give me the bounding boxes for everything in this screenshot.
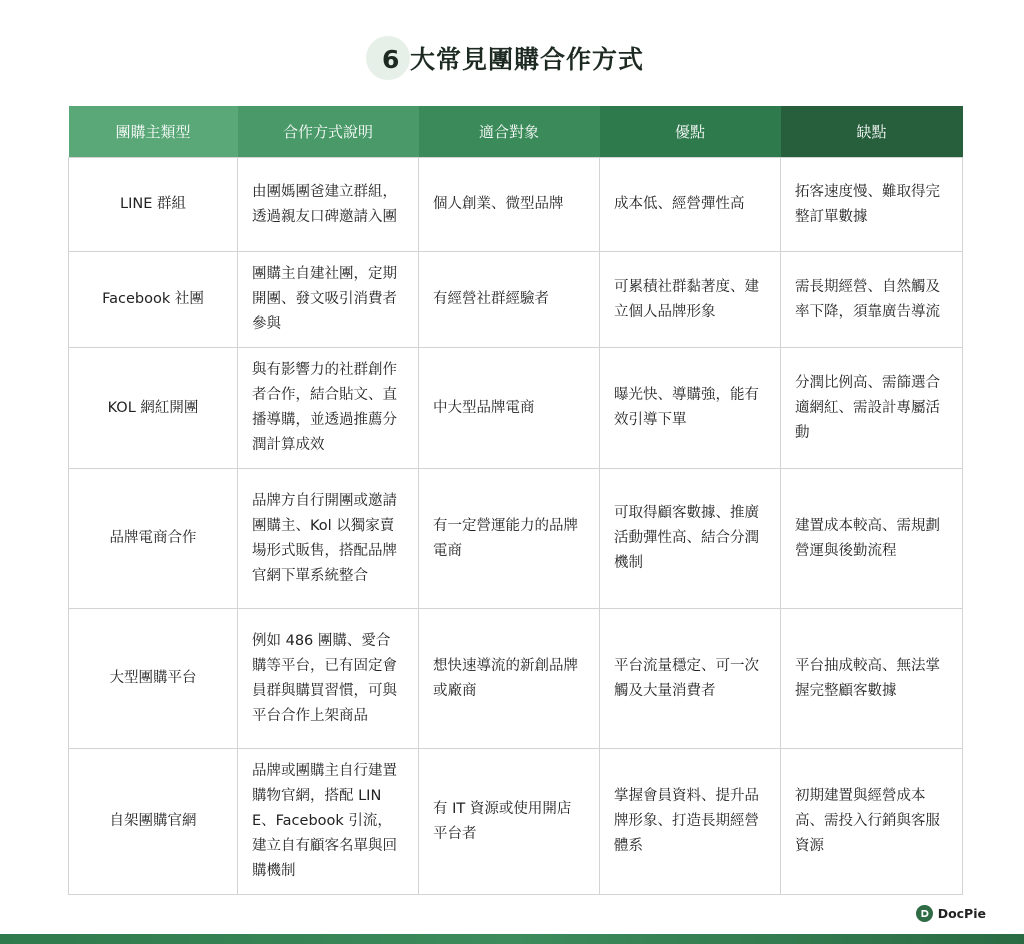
title-number: 6 — [381, 45, 401, 74]
cell-cons: 分潤比例高、需篩選合適網紅、需設計專屬活動 — [781, 348, 963, 469]
table-header-row — [69, 106, 963, 158]
cell-pros: 成本低、經營彈性高 — [600, 158, 781, 252]
cell-type: 自架團購官網 — [69, 749, 238, 895]
cell-cons: 初期建置與經營成本高、需投入行銷與客服資源 — [781, 749, 963, 895]
cell-type: Facebook 社團 — [69, 252, 238, 348]
docpie-logo-icon — [916, 905, 933, 922]
cell-cons: 平台抽成較高、無法掌握完整顧客數據 — [781, 609, 963, 749]
cell-type: LINE 群組 — [69, 158, 238, 252]
cell-target: 想快速導流的新創品牌或廠商 — [419, 609, 600, 749]
cooperation-table — [68, 106, 963, 895]
title-area — [0, 34, 1024, 82]
header-cons: 缺點 — [781, 106, 963, 158]
table-row — [69, 348, 963, 469]
cell-method: 團購主自建社團，定期開團、發文吸引消費者參與 — [238, 252, 419, 348]
cell-method: 品牌方自行開團或邀請團購主、Kol 以獨家賣場形式販售，搭配品牌官網下單系統整合 — [238, 469, 419, 609]
cell-target: 有 IT 資源或使用開店平台者 — [419, 749, 600, 895]
footer-bar — [0, 934, 1024, 944]
cell-target: 有一定營運能力的品牌電商 — [419, 469, 600, 609]
cell-pros: 平台流量穩定、可一次觸及大量消費者 — [600, 609, 781, 749]
cell-pros: 曝光快、導購強，能有效引導下單 — [600, 348, 781, 469]
table-row — [69, 749, 963, 895]
cell-method: 例如 486 團購、愛合購等平台，已有固定會員群與購買習慣，可與平台合作上架商品 — [238, 609, 419, 749]
docpie-logo-text: DocPie — [937, 906, 986, 921]
header-pros: 優點 — [600, 106, 781, 158]
cell-target: 中大型品牌電商 — [419, 348, 600, 469]
title-text: 大常見團購合作方式 — [400, 45, 645, 74]
cell-pros: 可取得顧客數據、推廣活動彈性高、結合分潤機制 — [600, 469, 781, 609]
cell-pros: 掌握會員資料、提升品牌形象、打造長期經營體系 — [600, 749, 781, 895]
cell-cons: 建置成本較高、需規劃營運與後勤流程 — [781, 469, 963, 609]
cell-cons: 拓客速度慢、難取得完整訂單數據 — [781, 158, 963, 252]
table-row — [69, 252, 963, 348]
cell-cons: 需長期經營、自然觸及率下降，須靠廣告導流 — [781, 252, 963, 348]
cell-pros: 可累積社群黏著度、建立個人品牌形象 — [600, 252, 781, 348]
table-row — [69, 158, 963, 252]
cell-method: 由團媽團爸建立群組，透過親友口碑邀請入團 — [238, 158, 419, 252]
cell-method: 與有影響力的社群創作者合作，結合貼文、直播導購，並透過推薦分潤計算成效 — [238, 348, 419, 469]
page-title — [380, 40, 644, 76]
header-method: 合作方式說明 — [238, 106, 419, 158]
cell-type: 品牌電商合作 — [69, 469, 238, 609]
cell-target: 個人創業、微型品牌 — [419, 158, 600, 252]
cell-target: 有經營社群經驗者 — [419, 252, 600, 348]
cell-type: KOL 網紅開團 — [69, 348, 238, 469]
cell-method: 品牌或團購主自行建置購物官網，搭配 LINE、Facebook 引流，建立自有顧客名單與回購機制 — [238, 749, 419, 895]
header-type: 團購主類型 — [69, 106, 238, 158]
table-row — [69, 609, 963, 749]
cell-type: 大型團購平台 — [69, 609, 238, 749]
docpie-logo — [916, 905, 986, 922]
table-row — [69, 469, 963, 609]
header-target: 適合對象 — [419, 106, 600, 158]
